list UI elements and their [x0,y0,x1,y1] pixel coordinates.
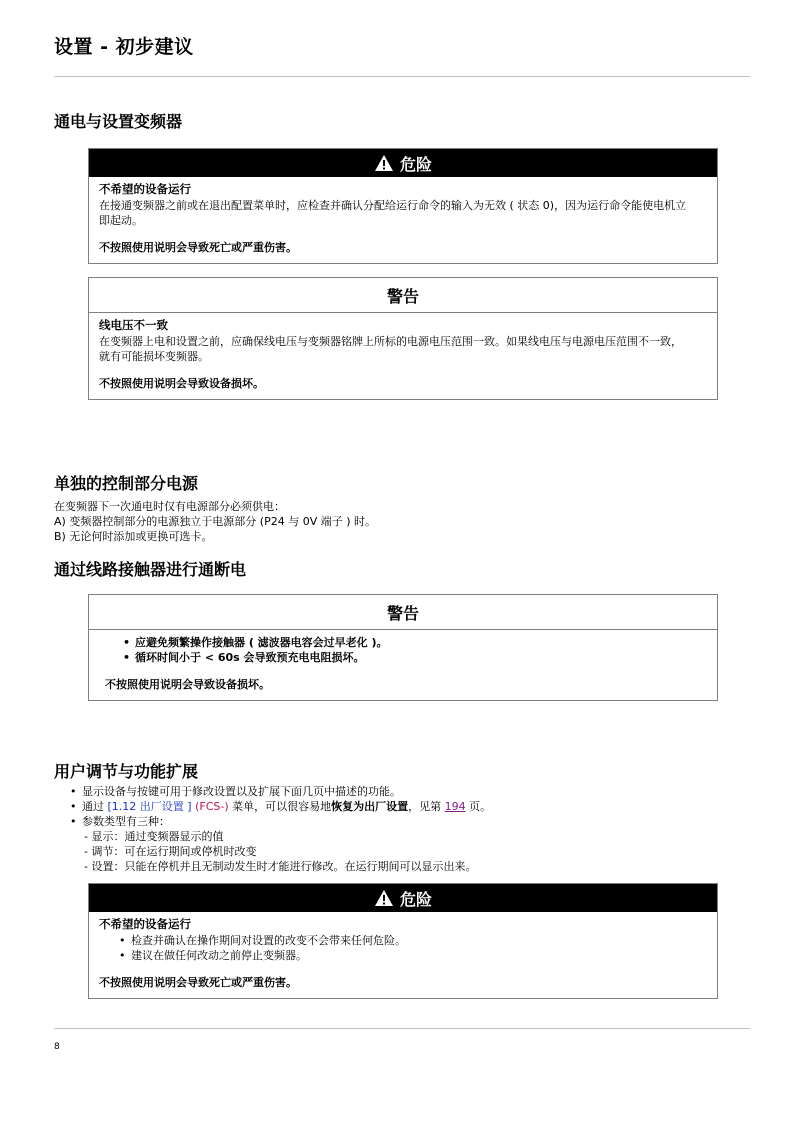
text: 菜单，可以很容易地 [228,800,332,813]
warning-bullet-list [123,635,707,665]
danger-header [89,884,717,912]
danger-label: 危险 [399,154,432,174]
page-number: 8 [54,1042,60,1052]
list-item: • 显示设备与按键可用于修改设置以及扩展下面几页中描述的功能。 [70,784,491,799]
warning-consequence: 不按照使用说明会导致设备损坏。 [99,377,264,390]
section-user-heading: 用户调节与功能扩展 [54,762,199,781]
text: 页。 [465,800,492,813]
warning-subtitle: 线电压不一致 [99,318,168,332]
danger-text-line: 在接通变频器之前或在退出配置菜单时，应检查并确认分配给运行命令的输入为无效 ( 状态 0)，因为运行命令能使电机立 [99,199,687,212]
list-item: • 应避免频繁操作接触器 ( 滤波器电容会过早老化 )。 [123,635,707,650]
danger-subtitle: 不希望的设备运行 [99,182,191,196]
warning-box-contactor [88,594,718,701]
paragraph-line: A) 变频器控制部分的电源独立于电源部分 (P24 与 0V 端子 ) 时。 [54,515,377,528]
paragraph-line: 在变频器下一次通电时仅有电源部分必须供电： [54,500,285,513]
bottom-divider [54,1028,750,1029]
page-title: 设置 - 初步建议 [54,36,194,58]
list-item: • 检查并确认在操作期间对设置的改变不会带来任何危险。 [119,933,707,948]
section-control-power-heading: 单独的控制部分电源 [54,474,199,493]
list-item: • 建议在做任何改动之前停止变频器。 [119,948,707,963]
warning-triangle-icon [374,154,394,172]
danger-label: 危险 [399,889,432,909]
parameter-type-item: - 显示：通过变频器显示的值 [84,830,224,843]
warning-box-power [88,277,718,400]
parameter-types [70,829,491,874]
user-bullet-list [70,784,491,829]
warning-label: 警告 [386,286,419,306]
list-item: • 循环时间小于 < 60s 会导致预充电电阻损坏。 [123,650,707,665]
list-item [70,799,491,814]
warning-header [89,595,717,630]
warning-triangle-icon [374,889,394,907]
warning-label: 警告 [386,603,419,623]
danger-subtitle: 不希望的设备运行 [99,917,191,931]
warning-header [89,278,717,313]
top-divider [54,76,750,77]
control-power-paragraph [54,499,376,544]
warning-text-line: 就有可能损坏变频器。 [99,350,209,363]
restore-factory-text: 恢复为出厂设置 [331,800,409,813]
factory-settings-link[interactable]: [1.12 出厂设置 ] [107,800,192,813]
danger-bullet-list [119,933,707,963]
user-paragraph [70,784,491,874]
warning-consequence: 不按照使用说明会导致设备损坏。 [105,678,270,691]
text: 通过 [82,800,108,813]
danger-consequence: 不按照使用说明会导致死亡或严重伤害。 [99,241,297,254]
section-contactor-heading: 通过线路接触器进行通断电 [54,560,247,579]
list-item: • 参数类型有三种： [70,814,491,829]
danger-box-user [88,883,718,999]
warning-text-line: 在变频器上电和设置之前，应确保线电压与变频器铭牌上所标的电源电压范围一致。如果线电压与电源电压范围不一致， [99,335,682,348]
danger-text-line: 即起动。 [99,214,143,227]
section-power-heading: 通电与设置变频器 [54,112,183,131]
text: ，见第 [408,800,445,813]
parameter-type-item: - 调节：可在运行期间或停机时改变 [84,845,257,858]
danger-consequence: 不按照使用说明会导致死亡或严重伤害。 [99,976,297,989]
paragraph-line: B) 无论何时添加或更换可选卡。 [54,530,213,543]
danger-header [89,149,717,177]
danger-box-power [88,148,718,264]
parameter-type-item: - 设置：只能在停机并且无制动发生时才能进行修改。在运行期间可以显示出来。 [84,860,477,873]
fcs-code: (FCS-) [191,800,229,813]
page-194-link[interactable]: 194 [444,800,466,813]
